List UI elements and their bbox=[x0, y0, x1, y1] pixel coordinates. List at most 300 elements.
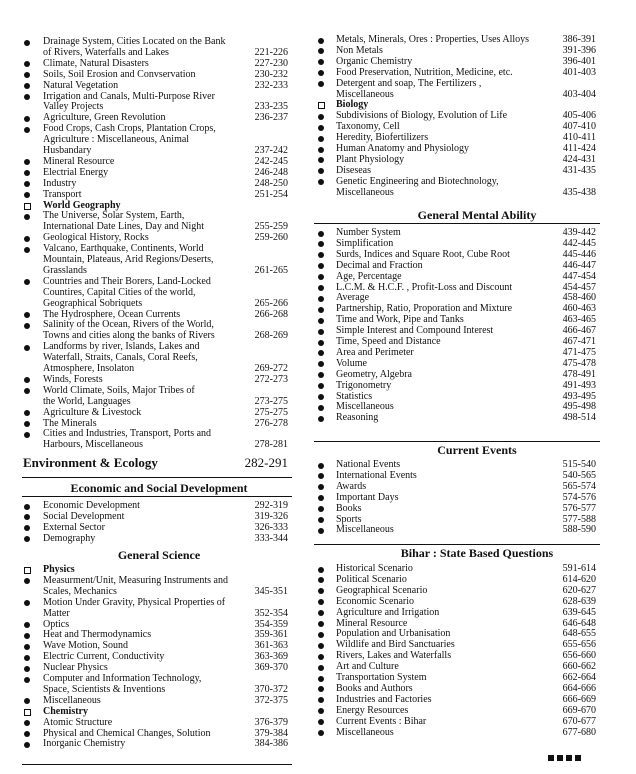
section-divider bbox=[314, 441, 600, 442]
page-range: 447-454 bbox=[562, 270, 596, 282]
entry-line: Agriculture : Miscellaneous, Animal bbox=[43, 134, 190, 146]
bullet-icon bbox=[24, 181, 30, 187]
bullet-icon bbox=[318, 70, 324, 76]
entry-line: Atmosphere, Insolaton bbox=[43, 363, 135, 374]
bullet-icon bbox=[318, 567, 324, 573]
page-range: 359-361 bbox=[254, 629, 288, 641]
bullet-icon bbox=[24, 377, 30, 383]
page-range: 445-446 bbox=[562, 248, 596, 260]
entry-line: Demography bbox=[43, 532, 96, 544]
page-range: 614-620 bbox=[562, 573, 596, 585]
entry-line: Sports bbox=[336, 513, 362, 525]
entry-line: Books and Authors bbox=[336, 682, 413, 694]
page-range: 495-498 bbox=[562, 401, 596, 413]
page-range: 369-370 bbox=[254, 662, 288, 674]
bullet-icon bbox=[318, 168, 324, 174]
entry-line: Computer and Information Technology, bbox=[43, 673, 202, 684]
bullet-icon bbox=[318, 405, 324, 411]
entry-line: Irrigation and Canals, Multi-Purpose River bbox=[43, 90, 215, 102]
bullet-icon bbox=[24, 622, 30, 628]
page-range: 431-435 bbox=[562, 164, 596, 176]
page-range: 272-273 bbox=[254, 373, 288, 385]
bullet-icon bbox=[318, 577, 324, 583]
page-range: 269-272 bbox=[254, 363, 288, 374]
page-range: 273-275 bbox=[254, 395, 288, 407]
page-range: 460-463 bbox=[562, 303, 596, 315]
bullet-icon bbox=[318, 588, 324, 594]
entry-line: The Minerals bbox=[43, 417, 97, 429]
bullet-icon bbox=[24, 644, 30, 650]
section-divider bbox=[22, 764, 292, 765]
entry-line: Important Days bbox=[336, 491, 399, 503]
page-range: 574-576 bbox=[562, 491, 596, 503]
page-range: 407-410 bbox=[562, 121, 596, 133]
page-range: 656-660 bbox=[562, 650, 596, 662]
page-range: 361-363 bbox=[254, 640, 288, 652]
page-range: 540-565 bbox=[562, 469, 596, 481]
entry-line: The Universe, Solar System, Earth, bbox=[43, 210, 185, 222]
entry-line: Atomic Structure bbox=[43, 716, 113, 728]
bullet-icon bbox=[318, 136, 324, 142]
entry-line: Measurment/Unit, Measuring Instruments and bbox=[43, 574, 228, 586]
entry-line: Current Events : Bihar bbox=[336, 715, 427, 727]
bullet-icon bbox=[318, 517, 324, 523]
entry-line: Books bbox=[336, 502, 362, 514]
entry-line: Transportation System bbox=[336, 672, 427, 683]
entry-line: National Events bbox=[336, 459, 401, 470]
category-label: Physics bbox=[43, 564, 75, 575]
entry-line: Mountain, Plateaus, Arid Regions/Deserts, bbox=[43, 254, 214, 265]
entry-line: Subdivisions of Biology, Evolution of Life bbox=[336, 110, 508, 122]
page-range: 261-265 bbox=[254, 264, 288, 276]
end-mark-icon bbox=[575, 755, 581, 761]
page-range: 467-471 bbox=[562, 336, 596, 347]
entry-line: Agriculture & Livestock bbox=[43, 406, 142, 418]
end-mark-icon bbox=[548, 755, 554, 761]
page-range: 379-384 bbox=[254, 727, 288, 739]
page-range: 248-250 bbox=[254, 177, 288, 189]
entry-line: Rivers, Lakes and Waterfalls bbox=[336, 650, 452, 662]
page-range: 628-639 bbox=[562, 595, 596, 607]
entry-line: Miscellaneous bbox=[336, 401, 394, 413]
page-range: 352-354 bbox=[254, 607, 288, 619]
entry-line: Reasoning bbox=[336, 412, 379, 424]
entry-line: Physical and Chemical Changes, Solution bbox=[43, 727, 211, 739]
page-range: 384-386 bbox=[254, 738, 288, 750]
entry-line: Climate, Natural Disasters bbox=[43, 57, 149, 69]
page-range: 620-627 bbox=[562, 584, 596, 596]
bullet-icon bbox=[318, 179, 324, 185]
page-range: 664-666 bbox=[562, 682, 596, 694]
bullet-icon bbox=[24, 247, 30, 253]
bullet-icon bbox=[318, 114, 324, 120]
page-range: 669-670 bbox=[562, 704, 596, 716]
entry-line: Towns and cities along the banks of Rivers bbox=[43, 330, 215, 342]
bullet-icon bbox=[24, 388, 30, 394]
bullet-icon bbox=[24, 83, 30, 89]
entry-line: International Events bbox=[336, 469, 417, 481]
page-range: 466-467 bbox=[562, 325, 596, 337]
entry-line: Countires, Capital Cities of the world, bbox=[43, 286, 196, 298]
entry-line: Miscellaneous bbox=[336, 88, 394, 100]
bullet-icon bbox=[24, 525, 30, 531]
page-range: 237-242 bbox=[254, 145, 288, 156]
entry-line: Nuclear Physics bbox=[43, 662, 108, 674]
entry-line: Husbandary bbox=[43, 145, 92, 156]
bullet-icon bbox=[318, 654, 324, 660]
page-range: 471-475 bbox=[562, 346, 596, 358]
bullet-icon bbox=[24, 192, 30, 198]
environment-ecology-pages: 282-291 bbox=[244, 455, 288, 471]
general-mental-ability-heading: General Mental Ability bbox=[417, 208, 537, 222]
checkbox-icon bbox=[24, 203, 31, 210]
bullet-icon bbox=[318, 528, 324, 534]
entry-line: International Date Lines, Day and Night bbox=[43, 221, 205, 233]
page-range: 662-664 bbox=[562, 672, 596, 683]
page-range: 319-326 bbox=[254, 510, 288, 522]
bullet-icon bbox=[318, 340, 324, 346]
entry-line: Detergent and soap, The Fertilizers , bbox=[336, 77, 482, 89]
entry-line: Food Preservation, Nutrition, Medicine, etc. bbox=[336, 66, 513, 78]
page-range: 391-396 bbox=[562, 44, 596, 56]
entry-line: of Rivers, Waterfalls and Lakes bbox=[43, 46, 169, 58]
bullet-icon bbox=[24, 536, 30, 542]
bullet-icon bbox=[318, 329, 324, 335]
bullet-icon bbox=[318, 484, 324, 490]
bullet-icon bbox=[318, 394, 324, 400]
page-range: 515-540 bbox=[562, 459, 596, 470]
page-range: 278-281 bbox=[254, 439, 288, 451]
bullet-icon bbox=[24, 236, 30, 242]
bullet-icon bbox=[24, 633, 30, 639]
entry-line: Electric Current, Conductivity bbox=[43, 651, 165, 663]
page-range: 363-369 bbox=[254, 651, 288, 663]
bullet-icon bbox=[24, 655, 30, 661]
bullet-icon bbox=[24, 514, 30, 520]
page-range: 435-438 bbox=[562, 186, 596, 198]
page-range: 591-614 bbox=[562, 563, 596, 574]
page-range: 265-266 bbox=[254, 297, 288, 309]
page-range: 475-478 bbox=[562, 357, 596, 369]
section-divider bbox=[22, 477, 292, 478]
entry-line: Harbours, Miscellaneous bbox=[43, 439, 143, 451]
entry-line: the World, Languages bbox=[43, 395, 131, 407]
page-range: 491-493 bbox=[562, 379, 596, 391]
entry-line: The Hydrosphere, Ocean Currents bbox=[43, 308, 181, 320]
entry-line: Population and Urbanisation bbox=[336, 628, 451, 640]
page-range: 268-269 bbox=[254, 330, 288, 342]
bullet-icon bbox=[318, 495, 324, 501]
page-range: 292-319 bbox=[254, 500, 288, 511]
entry-line: Scales, Mechanics bbox=[43, 585, 117, 597]
bullet-icon bbox=[24, 504, 30, 510]
page-range: 396-401 bbox=[562, 55, 596, 67]
bullet-icon bbox=[24, 116, 30, 122]
entry-line: World Climate, Soils, Major Tribes of bbox=[43, 384, 195, 396]
entry-line: Area and Perimeter bbox=[336, 346, 414, 358]
page-range: 403-404 bbox=[562, 88, 596, 100]
page-range: 233-235 bbox=[254, 101, 288, 113]
section-divider bbox=[314, 544, 600, 545]
entry-line: Salinity of the Ocean, Rivers of the World, bbox=[43, 319, 214, 331]
page-range: 588-590 bbox=[562, 524, 596, 536]
page-range: 405-406 bbox=[562, 110, 596, 122]
bullet-icon bbox=[318, 473, 324, 479]
page-range: 236-237 bbox=[254, 112, 288, 124]
bullet-icon bbox=[318, 285, 324, 291]
entry-line: Mineral Resource bbox=[336, 617, 408, 629]
bullet-icon bbox=[24, 127, 30, 133]
entry-line: Geometry, Algebra bbox=[336, 368, 412, 380]
page-range: 577-588 bbox=[562, 513, 596, 525]
entry-line: Food Crops, Cash Crops, Plantation Crops, bbox=[43, 123, 216, 135]
entry-line: Statistics bbox=[336, 390, 373, 402]
bullet-icon bbox=[24, 345, 30, 351]
page-range: 246-248 bbox=[254, 166, 288, 178]
page-range: 251-254 bbox=[254, 188, 288, 200]
page-range: 442-445 bbox=[562, 237, 596, 249]
entry-line: Simplification bbox=[336, 237, 394, 249]
bullet-icon bbox=[318, 686, 324, 692]
page-range: 376-379 bbox=[254, 716, 288, 728]
entry-line: Mineral Resource bbox=[43, 155, 115, 167]
bullet-icon bbox=[24, 40, 30, 46]
page-range: 498-514 bbox=[562, 412, 596, 424]
bullet-icon bbox=[318, 610, 324, 616]
page-range: 242-245 bbox=[254, 155, 288, 167]
current-events-heading: Current Events bbox=[437, 443, 517, 457]
bullet-icon bbox=[24, 279, 30, 285]
entry-line: Space, Scientists & Inventions bbox=[43, 683, 166, 695]
bullet-icon bbox=[24, 214, 30, 220]
entry-line: Matter bbox=[43, 607, 70, 619]
entry-line: Partnership, Ratio, Proporation and Mixture bbox=[336, 303, 513, 315]
page-range: 372-375 bbox=[254, 694, 288, 706]
entry-line: External Sector bbox=[43, 521, 105, 533]
bullet-icon bbox=[24, 578, 30, 584]
bullet-icon bbox=[318, 463, 324, 469]
bullet-icon bbox=[24, 61, 30, 67]
page-range: 655-656 bbox=[562, 639, 596, 651]
page-range: 646-648 bbox=[562, 617, 596, 629]
entry-line: Heredity, Biofertilizers bbox=[336, 132, 429, 144]
bullet-icon bbox=[318, 708, 324, 714]
entry-line: Cities and Industries, Transport, Ports and bbox=[43, 428, 212, 440]
page-range: 660-662 bbox=[562, 661, 596, 673]
entry-line: Age, Percentage bbox=[336, 270, 402, 282]
bullet-icon bbox=[318, 59, 324, 65]
bullet-icon bbox=[24, 666, 30, 672]
entry-line: Miscellaneous bbox=[336, 726, 394, 738]
entry-line: Awards bbox=[336, 480, 367, 492]
entry-line: Geographical Scenario bbox=[336, 584, 428, 596]
category-label: Chemistry bbox=[43, 705, 88, 717]
bullet-icon bbox=[24, 677, 30, 683]
entry-line: Industries and Factories bbox=[336, 693, 432, 705]
page-range: 446-447 bbox=[562, 259, 596, 271]
bullet-icon bbox=[318, 350, 324, 356]
checkbox-icon bbox=[24, 567, 31, 574]
entry-line: Winds, Forests bbox=[43, 373, 103, 385]
page-range: 648-655 bbox=[562, 628, 596, 640]
bullet-icon bbox=[318, 274, 324, 280]
bullet-icon bbox=[24, 94, 30, 100]
entry-line: Soils, Soil Erosion and Convservation bbox=[43, 68, 196, 80]
economic-social-heading: Economic and Social Development bbox=[70, 481, 248, 495]
bullet-icon bbox=[318, 697, 324, 703]
entry-line: Transport bbox=[43, 188, 82, 200]
entry-line: Art and Culture bbox=[336, 661, 399, 673]
bullet-icon bbox=[318, 599, 324, 605]
bullet-icon bbox=[318, 231, 324, 237]
bullet-icon bbox=[318, 383, 324, 389]
page-range: 410-411 bbox=[563, 132, 596, 144]
bullet-icon bbox=[318, 38, 324, 44]
bullet-icon bbox=[318, 506, 324, 512]
entry-line: Grasslands bbox=[43, 264, 87, 276]
end-mark-icon bbox=[557, 755, 563, 761]
page-range: 401-403 bbox=[562, 66, 596, 78]
page-range: 345-351 bbox=[254, 585, 288, 597]
entry-line: Genetic Engineering and Biotechnology, bbox=[336, 175, 499, 187]
bullet-icon bbox=[24, 731, 30, 737]
checkbox-icon bbox=[24, 709, 31, 716]
page-range: 493-495 bbox=[562, 390, 596, 402]
page-range: 333-344 bbox=[254, 532, 288, 544]
end-mark-icon bbox=[566, 755, 572, 761]
entry-line: Valcano, Earthquake, Continents, World bbox=[43, 243, 204, 255]
entry-line: Wave Motion, Sound bbox=[43, 640, 129, 652]
page-range: 424-431 bbox=[562, 153, 596, 165]
bullet-icon bbox=[24, 323, 30, 329]
bullet-icon bbox=[318, 719, 324, 725]
category-label: World Geography bbox=[43, 199, 121, 211]
general-science-heading: General Science bbox=[117, 548, 201, 562]
bullet-icon bbox=[318, 361, 324, 367]
bullet-icon bbox=[24, 742, 30, 748]
entry-line: Volume bbox=[336, 357, 367, 369]
bullet-icon bbox=[318, 48, 324, 54]
entry-line: Political Scenario bbox=[336, 573, 407, 585]
bullet-icon bbox=[24, 410, 30, 416]
entry-line: Agriculture, Green Revolution bbox=[43, 112, 166, 124]
entry-line: Heat and Thermodynamics bbox=[43, 629, 152, 641]
bullet-icon bbox=[24, 600, 30, 606]
bullet-icon bbox=[318, 157, 324, 163]
environment-ecology-title: Environment & Ecology bbox=[23, 455, 158, 471]
bullet-icon bbox=[318, 372, 324, 378]
entry-line: Drainage System, Cities Located on the Bank bbox=[43, 36, 226, 47]
bullet-icon bbox=[24, 698, 30, 704]
entry-line: Natural Vegetation bbox=[43, 79, 119, 91]
page-range: 276-278 bbox=[254, 417, 288, 429]
entry-line: Optics bbox=[43, 618, 70, 630]
category-label: Biology bbox=[336, 99, 369, 111]
entry-line: Geographical Sobriquets bbox=[43, 297, 143, 309]
entry-line: Human Anatomy and Physiology bbox=[336, 143, 470, 154]
page-range: 230-232 bbox=[254, 68, 288, 80]
entry-line: Plant Physiology bbox=[336, 153, 405, 165]
page-range: 439-442 bbox=[562, 227, 596, 238]
bihar-heading: Bihar : State Based Questions bbox=[400, 546, 554, 560]
bullet-icon bbox=[24, 159, 30, 165]
entry-line: Industry bbox=[43, 177, 77, 189]
bullet-icon bbox=[318, 241, 324, 247]
bullet-icon bbox=[318, 730, 324, 736]
page-range: 666-669 bbox=[562, 693, 596, 705]
entry-line: Trigonometry bbox=[336, 379, 392, 391]
entry-line: Surds, Indices and Square Root, Cube Root bbox=[336, 248, 510, 260]
page-range: 454-457 bbox=[562, 281, 596, 293]
entry-line: Agriculture and Irrigation bbox=[336, 606, 440, 618]
entry-line: Metals, Minerals, Ores : Properties, Uses Alloys bbox=[336, 34, 530, 45]
entry-line: Geological History, Rocks bbox=[43, 232, 149, 244]
page-range: 275-275 bbox=[254, 406, 288, 418]
page-range: 458-460 bbox=[562, 292, 596, 304]
page-range: 478-491 bbox=[562, 368, 596, 380]
entry-line: Landforms by river, Islands, Lakes and bbox=[43, 341, 200, 353]
entry-line: Miscellaneous bbox=[336, 524, 394, 536]
page-range: 670-677 bbox=[562, 715, 596, 727]
entry-line: Waterfall, Straits, Canals, Coral Reefs, bbox=[43, 352, 198, 364]
entry-line: Electrial Energy bbox=[43, 166, 109, 178]
bullet-icon bbox=[24, 312, 30, 318]
entry-line: Countries and Their Borers, Land-Locked bbox=[43, 275, 211, 287]
page-range: 677-680 bbox=[562, 726, 596, 738]
bullet-icon bbox=[318, 296, 324, 302]
bullet-icon bbox=[318, 632, 324, 638]
page-range: 255-259 bbox=[254, 221, 288, 233]
entry-line: Energy Resources bbox=[336, 704, 409, 716]
entry-line: Historical Scenario bbox=[336, 563, 413, 574]
bullet-icon bbox=[24, 72, 30, 78]
bullet-icon bbox=[318, 621, 324, 627]
bullet-icon bbox=[318, 665, 324, 671]
entry-line: L.C.M. & H.C.F. , Profit-Loss and Discount bbox=[336, 281, 513, 293]
page-range: 576-577 bbox=[562, 502, 596, 514]
entry-line: Organic Chemistry bbox=[336, 55, 413, 67]
entry-line: Motion Under Gravity, Physical Properties of bbox=[43, 596, 226, 608]
entry-line: Decimal and Fraction bbox=[336, 259, 423, 271]
entry-line: Simple Interest and Compound Interest bbox=[336, 325, 494, 337]
page-range: 232-233 bbox=[254, 79, 288, 91]
page-range: 639-645 bbox=[562, 606, 596, 618]
bullet-icon bbox=[24, 421, 30, 427]
page-range: 326-333 bbox=[254, 521, 288, 533]
entry-line: Miscellaneous bbox=[336, 186, 394, 198]
entry-line: Diseseas bbox=[336, 164, 371, 176]
bullet-icon bbox=[24, 432, 30, 438]
entry-line: Miscellaneous bbox=[43, 694, 101, 706]
section-divider bbox=[314, 223, 600, 224]
bullet-icon bbox=[318, 125, 324, 131]
entry-line: Economic Scenario bbox=[336, 595, 415, 607]
section-divider bbox=[22, 496, 292, 497]
page-range: 354-359 bbox=[254, 618, 288, 630]
page-range: 227-230 bbox=[254, 57, 288, 69]
checkbox-icon bbox=[318, 102, 325, 109]
bullet-icon bbox=[24, 720, 30, 726]
page-range: 266-268 bbox=[254, 308, 288, 320]
bullet-icon bbox=[318, 307, 324, 313]
entry-line: Taxonomy, Cell bbox=[336, 121, 400, 133]
bullet-icon bbox=[318, 252, 324, 258]
page-range: 221-226 bbox=[254, 46, 288, 58]
entry-line: Time, Speed and Distance bbox=[336, 336, 441, 347]
entry-line: Valley Projects bbox=[43, 101, 104, 113]
bullet-icon bbox=[318, 643, 324, 649]
bullet-icon bbox=[318, 318, 324, 324]
